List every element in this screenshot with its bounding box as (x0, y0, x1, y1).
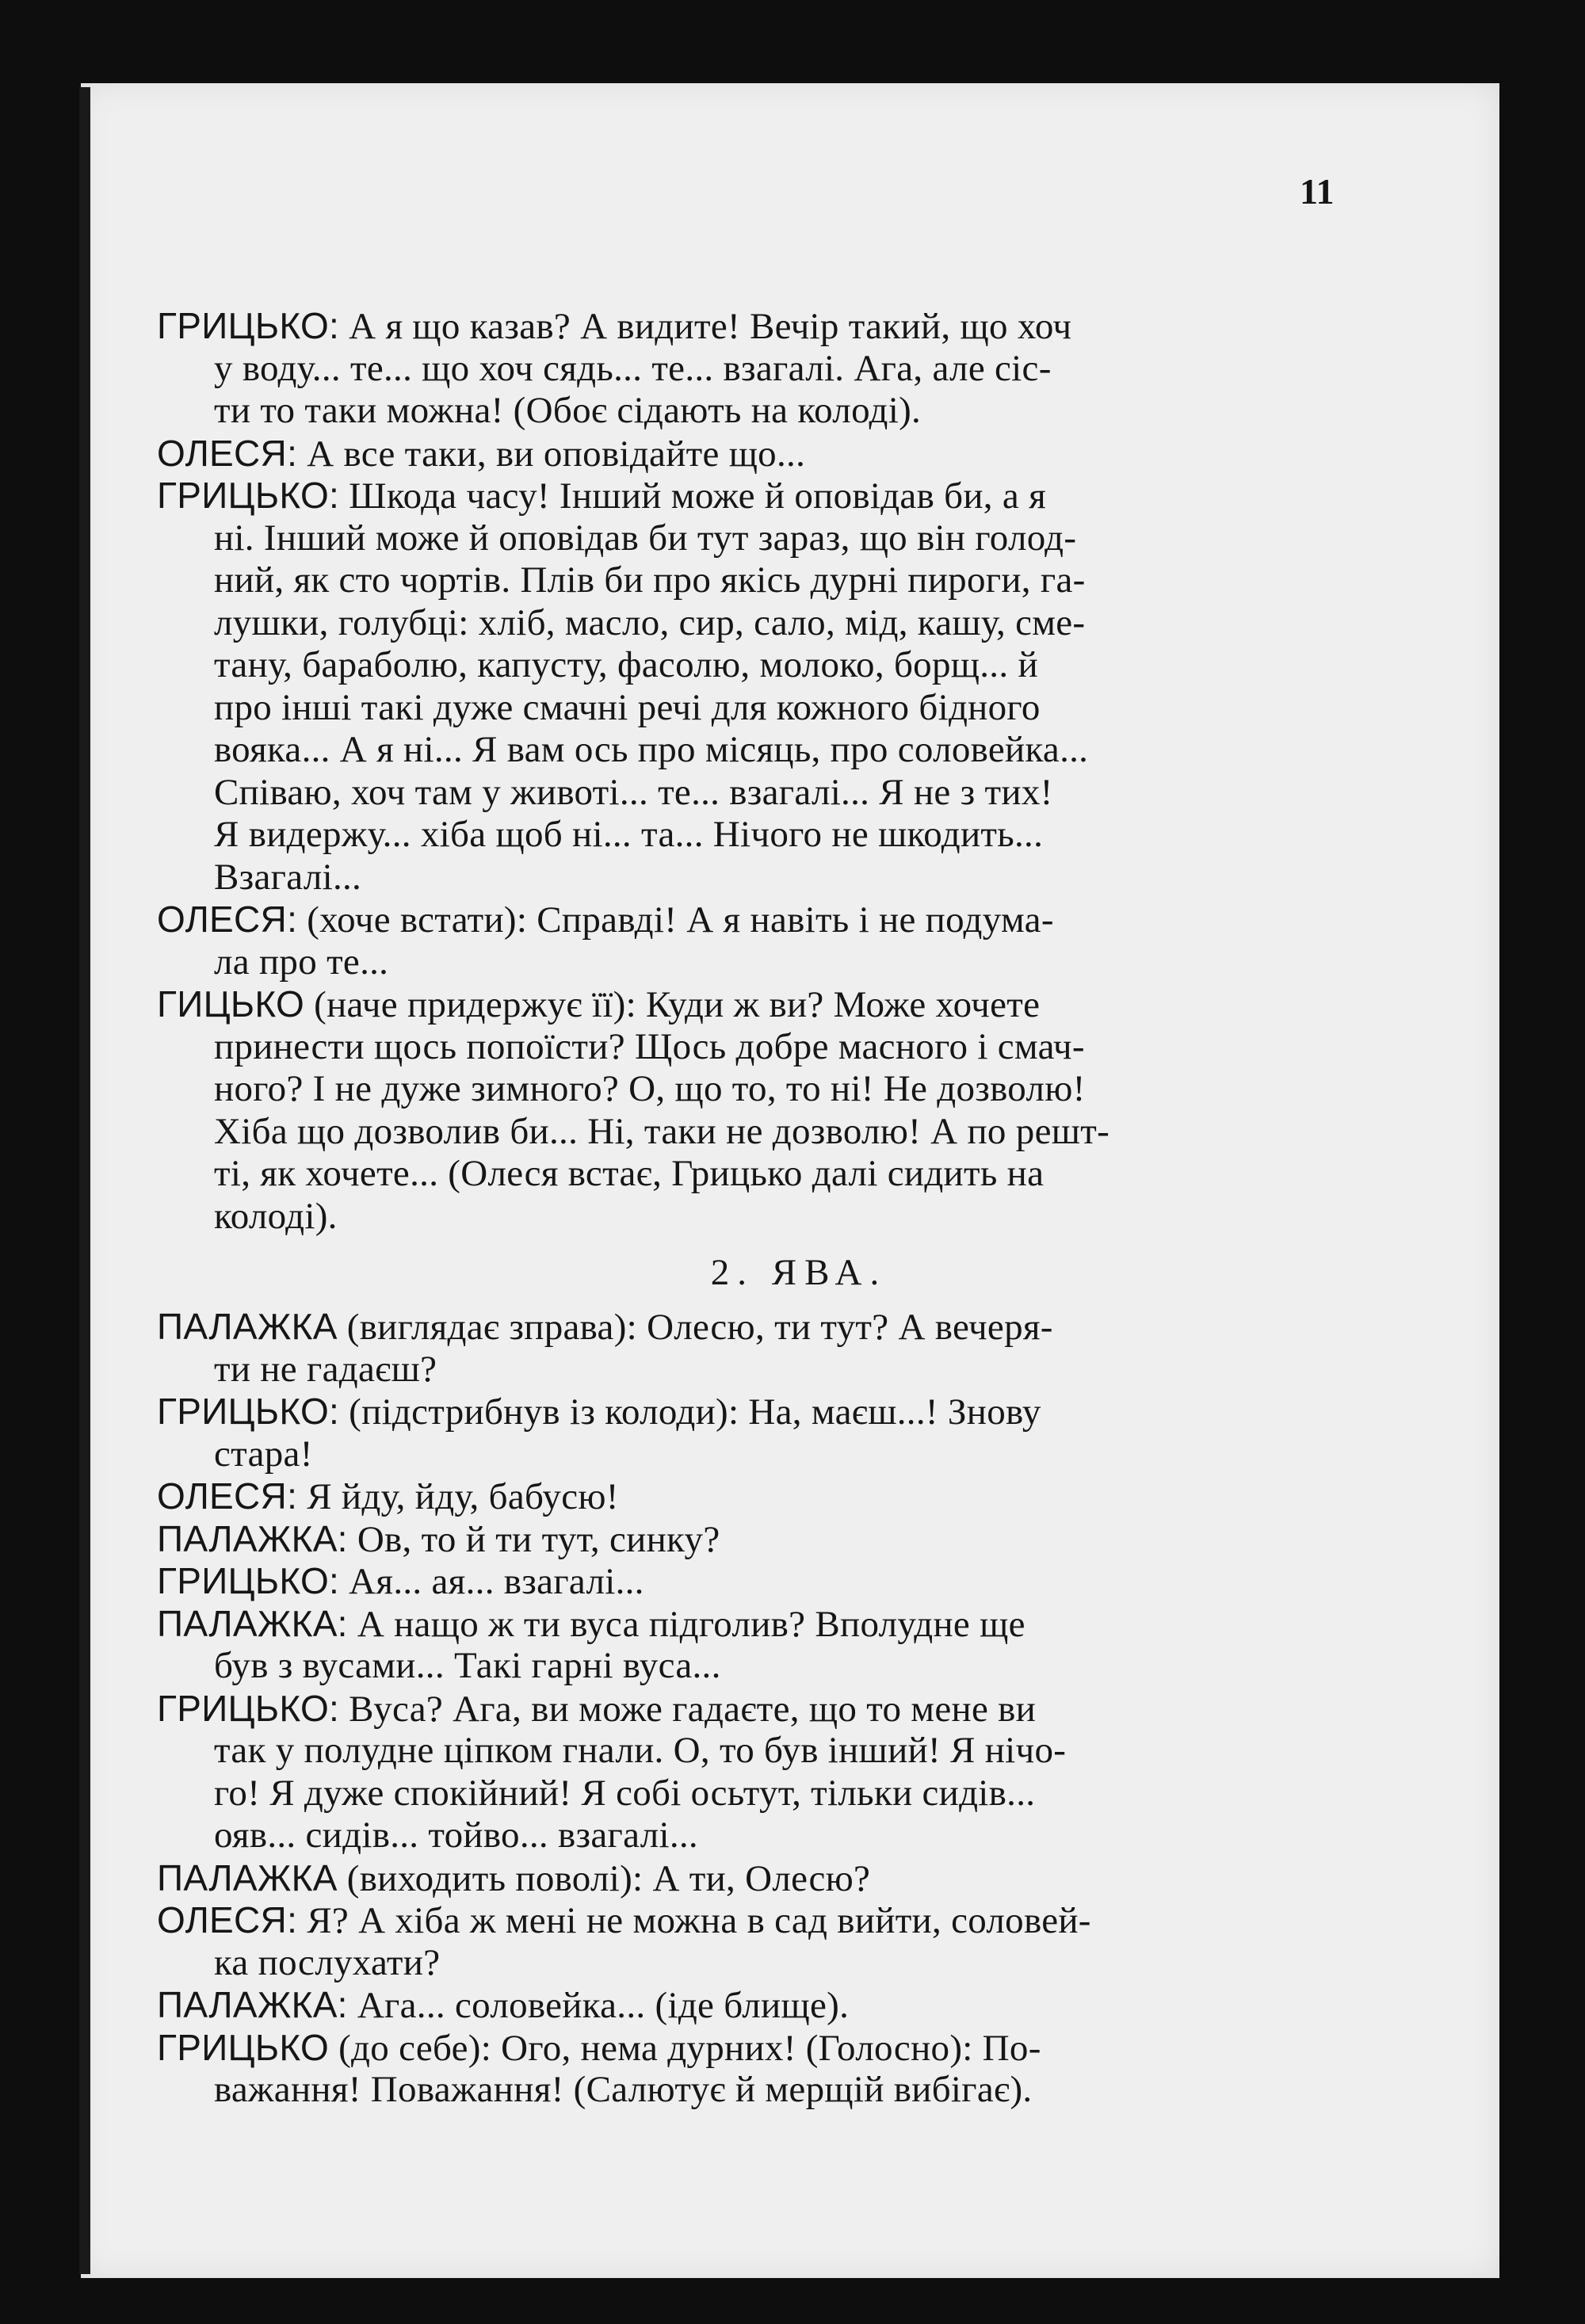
line-text: ояв... сидів... тойво... взагалі... (214, 1815, 698, 1856)
line-text: А я що казав? А видите! Вечір такий, що хоч (339, 306, 1072, 347)
line-text: Співаю, хоч там у животі... те... взагалі... Я не з тих! (214, 771, 1053, 813)
line-text: Взагалі... (214, 856, 362, 898)
speaker-line (157, 1306, 1338, 1349)
continuation-line (157, 687, 1338, 730)
line-text: ла про те... (214, 941, 389, 983)
continuation-line (157, 857, 1338, 899)
speaker-line (157, 475, 1338, 517)
speaker-line (157, 1688, 1338, 1731)
speaker-name: ПАЛАЖКА: (157, 1984, 348, 2025)
speaker-name: ПАЛАЖКА (157, 1306, 338, 1347)
continuation-line (157, 941, 1338, 984)
speaker-line (157, 1518, 1338, 1561)
continuation-line (157, 1433, 1338, 1476)
continuation-line (157, 729, 1338, 772)
continuation-line (157, 1026, 1338, 1069)
speaker-line (157, 983, 1338, 1026)
continuation-line (157, 1196, 1338, 1238)
page-number: 11 (1300, 171, 1335, 212)
speaker-line (157, 1560, 1338, 1603)
continuation-line (157, 1349, 1338, 1391)
line-text: ні. Інший може й оповідав би тут зараз, що він голод- (214, 517, 1077, 559)
continuation-line (157, 1645, 1338, 1688)
speaker-name: ГРИЦЬКО: (157, 1687, 340, 1729)
continuation-line (157, 1111, 1338, 1154)
line-text: Я видержу... хіба щоб ні... та... Нічого не шкодить... (214, 814, 1044, 855)
line-text: Ага... соловейка... (іде блище). (347, 1985, 850, 2026)
line-text: Я йду, йду, бабусю! (297, 1476, 619, 1517)
line-text: про інші такі дуже смачні речі для кожного бідного (214, 686, 1041, 728)
line-text: Ов, то й ти тут, синку? (347, 1518, 720, 1560)
speaker-name: ОЛЕСЯ: (157, 432, 298, 474)
continuation-line (157, 1068, 1338, 1111)
line-text: А все таки, ви оповідайте що... (297, 433, 806, 475)
speaker-line (157, 899, 1338, 941)
line-text: Хіба що дозволив би... Ні, таки не дозволю! А по решт- (214, 1110, 1110, 1152)
line-text: Вуса? Ага, ви може гадаєте, що то мене ви (339, 1688, 1037, 1730)
line-text: Ая... ая... взагалі... (339, 1561, 644, 1602)
speaker-name: ПАЛАЖКА: (157, 1602, 348, 1644)
speaker-name: ГИЦЬКО (157, 983, 305, 1025)
speaker-name: ГРИЦЬКО: (157, 305, 340, 346)
speaker-name: ГРИЦЬКО: (157, 475, 340, 516)
line-text: Шкода часу! Інший може й оповідав би, а я (339, 475, 1047, 517)
dialogue-block-2 (157, 1306, 1338, 2112)
line-text: колоді). (214, 1195, 338, 1237)
line-text: ка послухати? (214, 1941, 441, 1983)
continuation-line (157, 348, 1338, 391)
line-text: (виглядає зправа): Олесю, ти тут? А вечеря- (337, 1307, 1053, 1348)
line-text: лушки, голубці: хліб, масло, сир, сало, мід, кашу, смe- (214, 601, 1086, 643)
continuation-line (157, 772, 1338, 815)
speaker-name: ГРИЦЬКО: (157, 1391, 340, 1432)
speaker-name: ОЛЕСЯ: (157, 1475, 298, 1517)
speaker-line (157, 1984, 1338, 2027)
line-text: тану, бараболю, капусту, фасолю, молоко, борщ... й (214, 644, 1038, 685)
line-text: ти то таки можна! (Обоє сідають на колоді). (214, 390, 922, 431)
page-edge-shadow (79, 87, 90, 2274)
speaker-name: ПАЛАЖКА: (157, 1517, 348, 1559)
speaker-name: ПАЛАЖКА (157, 1857, 338, 1899)
scene-heading: 2. ЯВА. (710, 1252, 888, 1293)
line-text: ний, як сто чортів. Плів би про якісь дурні пироги, га- (214, 559, 1086, 601)
continuation-line (157, 1815, 1338, 1857)
continuation-line (157, 1773, 1338, 1815)
line-text: був з вусами... Такі гарні вуса... (214, 1645, 721, 1686)
dialogue-block-1 (157, 305, 1338, 1238)
line-text: ті, як хочете... (Олеся встає, Грицько далі сидить на (214, 1153, 1045, 1194)
speaker-name: ОЛЕСЯ: (157, 899, 298, 940)
continuation-line (157, 602, 1338, 645)
speaker-line (157, 1603, 1338, 1646)
speaker-name: ГРИЦЬКО: (157, 1560, 340, 1601)
continuation-line (157, 517, 1338, 560)
continuation-line (157, 1942, 1338, 1985)
continuation-line (157, 814, 1338, 857)
speaker-line (157, 433, 1338, 475)
line-text: (хоче встати): Справді! А я навіть і не подума- (297, 899, 1054, 941)
speaker-name: ОЛЕСЯ: (157, 1899, 298, 1940)
line-text: (до себе): Ого, нема дурних! (Голосно): По- (329, 2027, 1041, 2069)
continuation-line (157, 559, 1338, 602)
speaker-line (157, 305, 1338, 348)
line-text: стара! (214, 1433, 313, 1475)
speaker-name: ГРИЦЬКО (157, 2026, 330, 2068)
speaker-line (157, 1899, 1338, 1942)
continuation-line (157, 390, 1338, 433)
line-text: принести щось попоїсти? Щось добре масного і смач- (214, 1025, 1085, 1067)
line-text: (наче придержує її): Куди ж ви? Може хочете (304, 984, 1041, 1025)
line-text: А нащо ж ти вуса підголив? Вполудне ще (347, 1603, 1025, 1645)
line-text: (підстрибнув із колоди): На, маєш...! Знову (339, 1391, 1041, 1433)
line-text: вояка... А я ні... Я вам ось про місяць, про соловейка... (214, 729, 1089, 770)
line-text: (виходить поволі): А ти, Олесю? (337, 1857, 871, 1899)
line-text: го! Я дуже спокійний! Я собі осьтут, тільки сидів... (214, 1772, 1036, 1814)
speaker-line (157, 2027, 1338, 2070)
play-text (157, 305, 1338, 2112)
line-text: так у полудне ціпком гнали. О, то був інший! Я нічо- (214, 1730, 1067, 1771)
speaker-line (157, 1857, 1338, 1900)
continuation-line (157, 1730, 1338, 1773)
continuation-line (157, 644, 1338, 687)
line-text: у воду... те... що хоч сядь... те... взагалі. Ага, але сіс- (214, 347, 1052, 389)
continuation-line (157, 1153, 1338, 1196)
line-text: ного? І не дуже зимного? О, що то, то ні! Не дозволю! (214, 1068, 1086, 1109)
continuation-line (157, 2069, 1338, 2112)
line-text: Я? А хіба ж мені не можна в сад вийти, соловей- (297, 1900, 1091, 1941)
line-text: ти не гадаєш? (214, 1348, 437, 1390)
speaker-line (157, 1391, 1338, 1433)
speaker-line (157, 1475, 1338, 1518)
line-text: важання! Поважання! (Салютує й мерщій вибігає). (214, 2069, 1033, 2110)
